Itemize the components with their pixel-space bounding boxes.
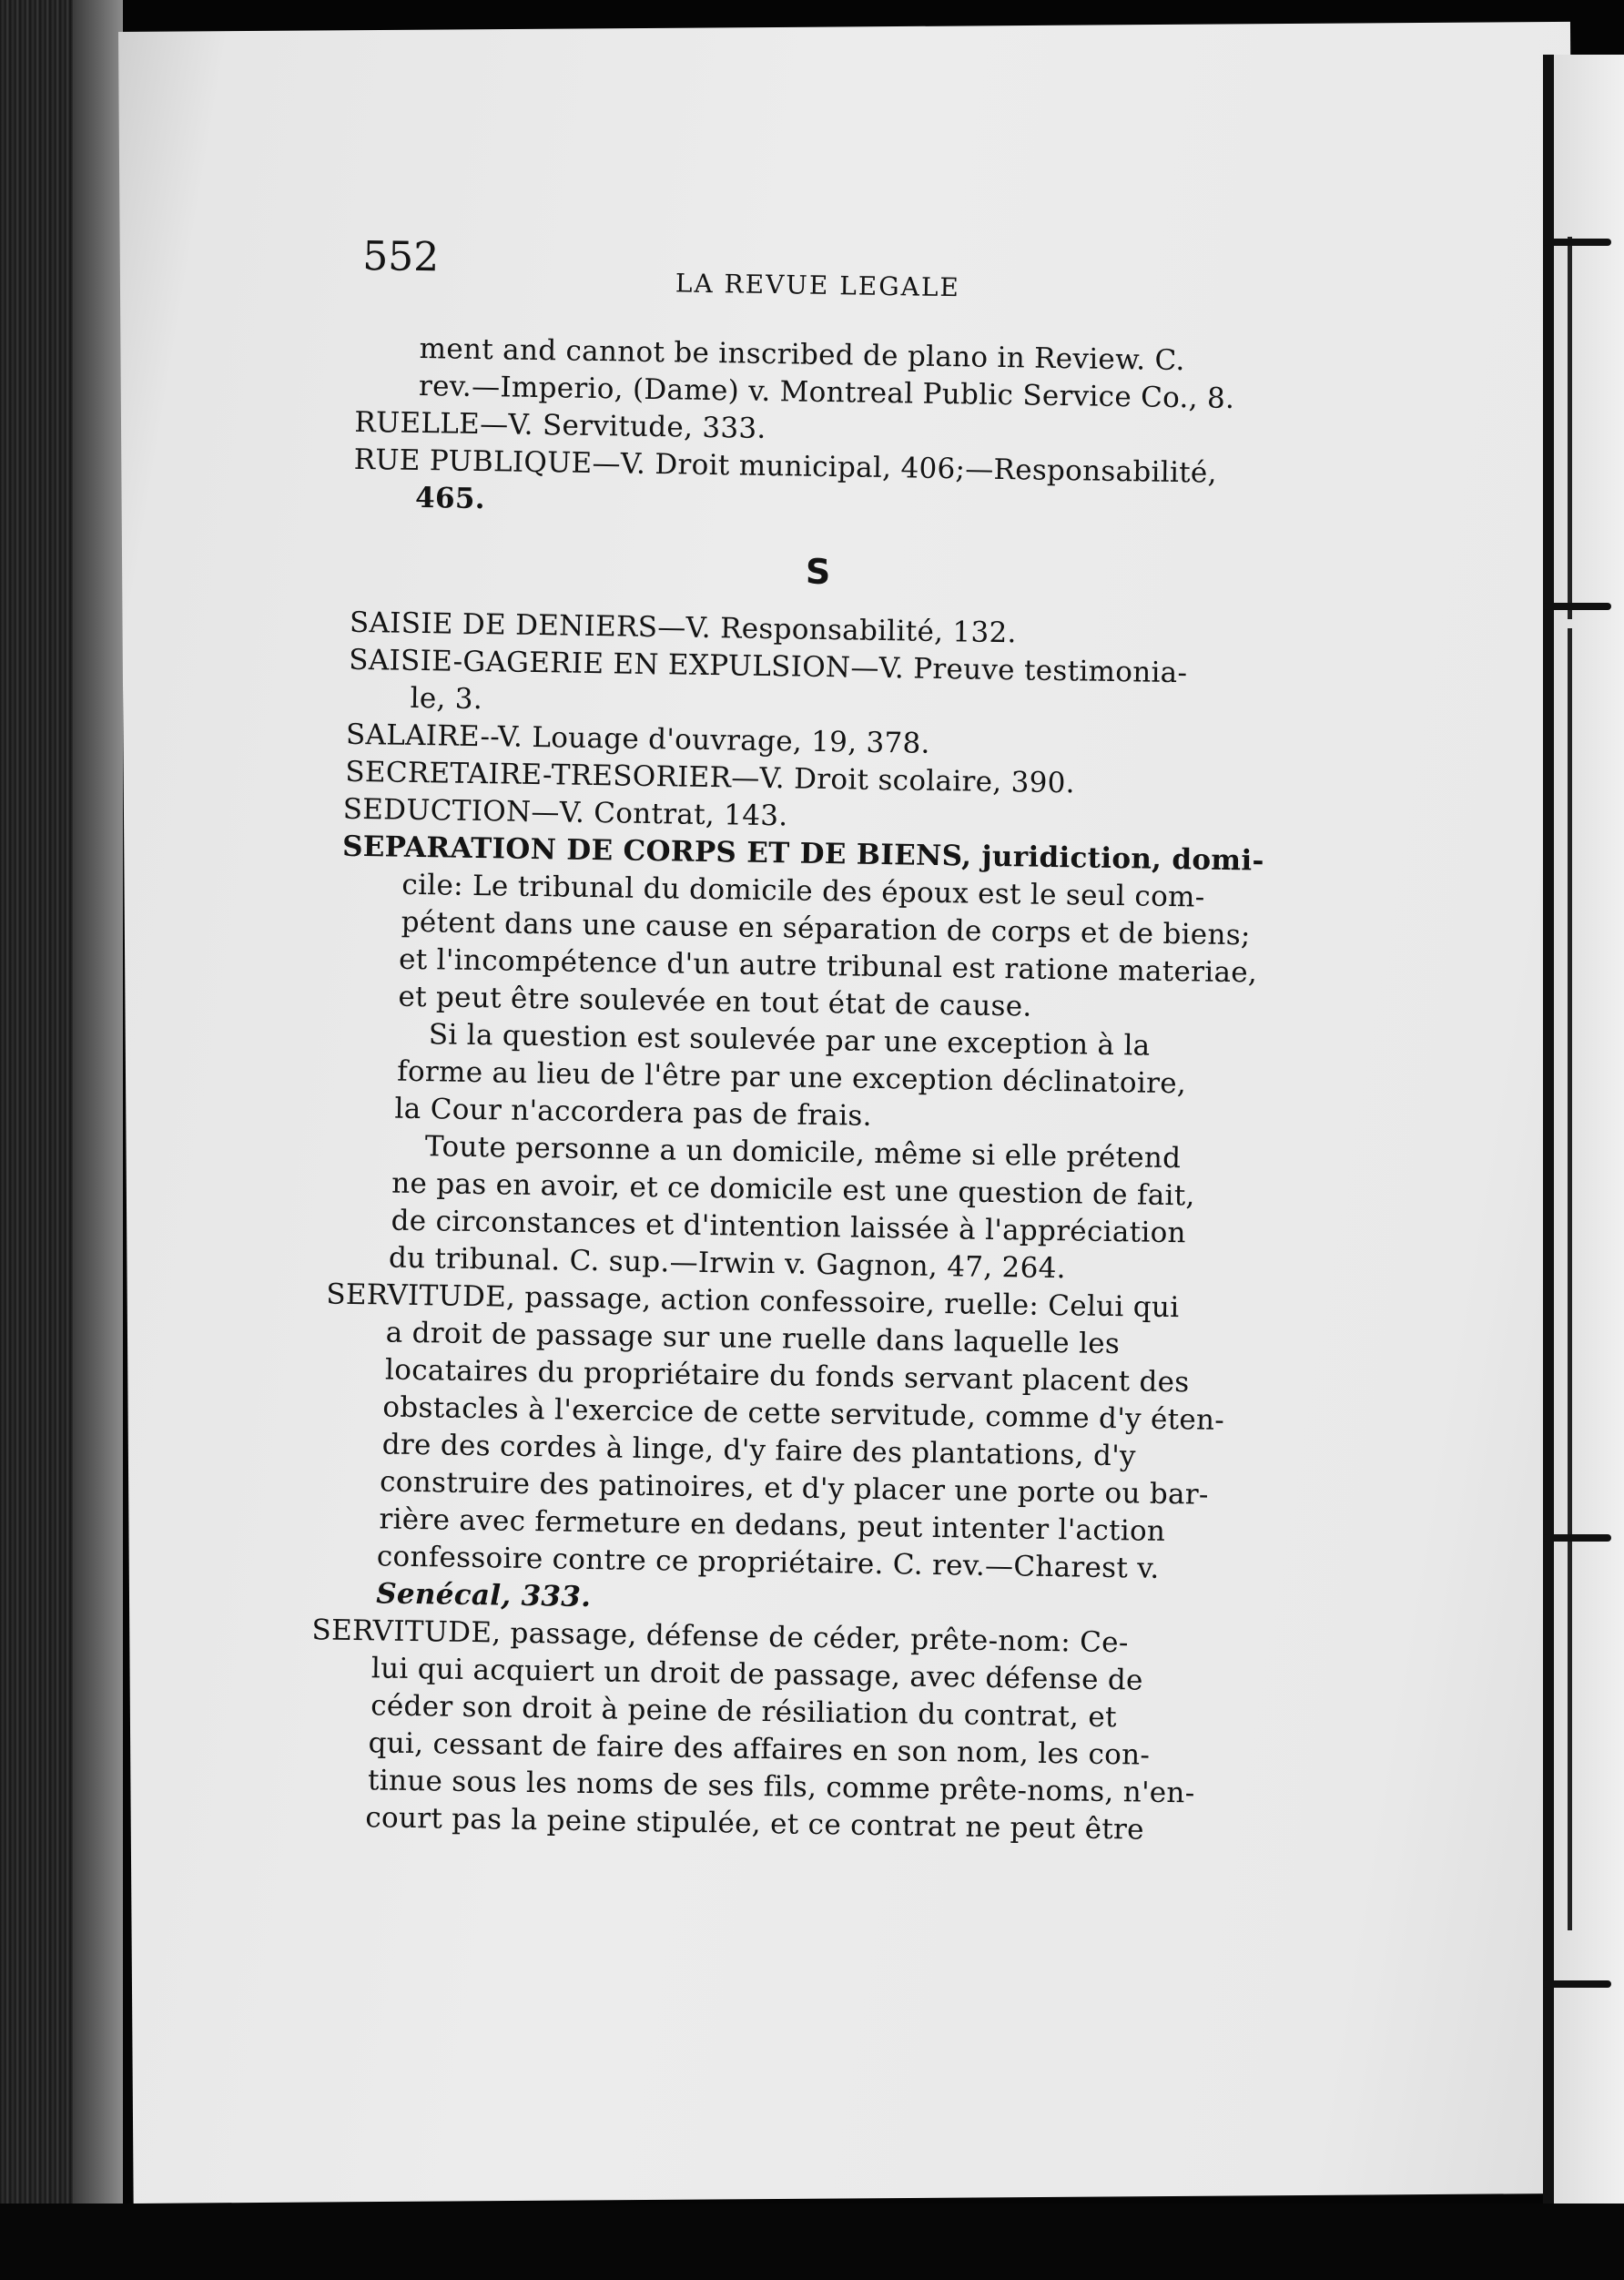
text-line: céder son droit à peine de résiliation du contrat, et (370, 1689, 1118, 1735)
text-line: locataires du propriétaire du fonds servant placent des (384, 1353, 1190, 1400)
index-entry: SECRETAIRE-TRESORIER—V. Droit scolaire, 390. (345, 755, 1076, 800)
text-line: a droit de passage sur une ruelle dans laquelle les (385, 1316, 1121, 1361)
running-head: LA REVUE LEGALE (675, 268, 961, 303)
text-line: confessoire contre ce propriétaire. C. rev.—Charest v. (376, 1540, 1160, 1585)
text-line: ne pas en avoir, et ce domicile est une question de fait, (391, 1166, 1195, 1213)
text-line: Senécal, 333. (375, 1577, 592, 1614)
text-line: et l'incompétence d'un autre tribunal est ratione materiae, (398, 942, 1258, 990)
text-line: lui qui acquiert un droit de passage, avec défense de (370, 1652, 1144, 1697)
section-letter: S (805, 551, 831, 593)
text-line: qui, cessant de faire des affaires en son nom, les con- (368, 1726, 1151, 1772)
index-entry: RUELLE—V. Servitude, 333. (354, 405, 766, 445)
index-entry: SERVITUDE, passage, action confessoire, ruelle: Celui qui (326, 1277, 1180, 1325)
text-line: rière avec fermeture en dedans, peut intenter l'action (379, 1502, 1166, 1548)
text-line: construire des patinoires, et d'y placer une porte ou bar- (379, 1465, 1210, 1512)
text-line: du tribunal. C. sup.—Irwin v. Gagnon, 47, 264. (388, 1241, 1067, 1286)
text-line: cile: Le tribunal du domicile des époux est le seul com- (401, 868, 1205, 914)
index-entry: SAISIE-GAGERIE EN EXPULSION—V. Preuve testimonia- (349, 643, 1188, 690)
text-line: pétent dans une cause en séparation de corps et de biens; (401, 905, 1251, 952)
text-line: de circonstances et d'intention laissée à l'appréciation (391, 1204, 1187, 1250)
text-line: tinue sous les noms de ses fils, comme prête-noms, n'en- (367, 1764, 1195, 1810)
index-entry: SALAIRE--V. Louage d'ouvrage, 19, 378. (345, 718, 931, 760)
text-line: obstacles à l'exercice de cette servitude, comme d'y éten- (382, 1390, 1225, 1437)
page-number: 552 (361, 232, 440, 281)
index-entry: SAISIE DE DENIERS—V. Responsabilité, 132. (349, 606, 1017, 650)
text-line: la Cour n'accordera pas de frais. (394, 1092, 873, 1133)
index-entry: SEPARATION DE CORPS ET DE BIENS, juridiction, domi- (341, 830, 1264, 878)
text-line: le, 3. (410, 681, 483, 717)
text-line: Toute personne a un domicile, même si elle prétend (424, 1130, 1182, 1176)
text-line: Si la question est soulevée par une exception à la (428, 1018, 1151, 1063)
text-line: forme au lieu de l'être par une exception déclinatoire, (396, 1054, 1187, 1101)
text-line: rev.—Imperio, (Dame) v. Montreal Public Service Co., 8. (418, 369, 1235, 416)
text-line: et peut être soulevée en tout état de cause. (398, 980, 1032, 1023)
text-line: 465. (414, 481, 486, 516)
index-entry: SEDUCTION—V. Contrat, 143. (342, 792, 788, 833)
index-entry: SERVITUDE, passage, défense de céder, prête-nom: Ce- (311, 1613, 1129, 1660)
text-line: dre des cordes à linge, d'y faire des plantations, d'y (381, 1428, 1137, 1473)
text-line: court pas la peine stipulée, et ce contrat ne peut être (365, 1801, 1145, 1847)
index-entry: RUE PUBLIQUE—V. Droit municipal, 406;—Responsabilité, (353, 443, 1218, 490)
text-line: ment and cannot be inscribed de plano in Review. C. (419, 331, 1185, 378)
